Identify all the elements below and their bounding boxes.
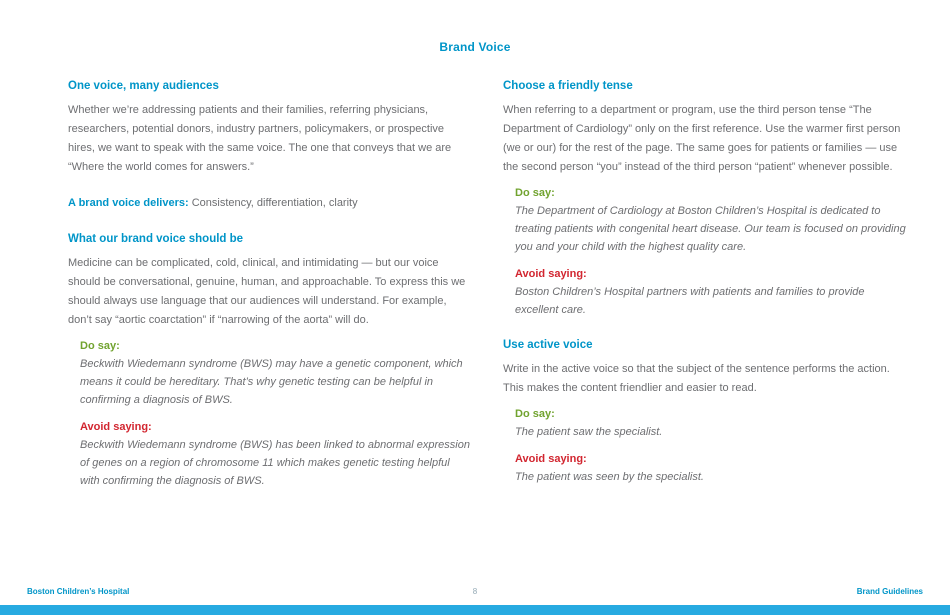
do-say-text: The Department of Cardiology at Boston Children’s Hospital is dedicated to treating patients with congenital heart disease. Our team is focused on providing you and your child with the highest quality care. <box>515 205 906 253</box>
do-say-text: Beckwith Wiedemann syndrome (BWS) may have a genetic component, which means it could be hereditary. That’s why genetic testing can be helpful in confirming a diagnosis of BWS. <box>80 358 463 406</box>
heading-friendly-tense: Choose a friendly tense <box>503 80 633 92</box>
do-say-label: Do say: <box>515 408 555 420</box>
do-say-block-specialist <box>515 408 906 441</box>
do-say-text: The patient saw the specialist. <box>515 426 663 438</box>
avoid-saying-text: Beckwith Wiedemann syndrome (BWS) has been linked to abnormal expression of genes on a region of chromosome 11 which makes genetic testing helpful with confirming the diagnosis of BWS. <box>80 439 470 487</box>
footer-document-title: Brand Guidelines <box>856 587 923 596</box>
brand-voice-delivers <box>68 194 471 213</box>
avoid-saying-label: Avoid saying: <box>515 268 587 280</box>
do-say-block-cardiology <box>515 187 906 256</box>
body-friendly-tense: When referring to a department or program, use the third person tense “The Department of Cardiology” only on the first reference. Use the warmer first person (we or our) for the rest of the page. The same goes for patients or families — use the second person “you” instead of the third person “patient” whenever possible. <box>503 104 901 173</box>
heading-one-voice: One voice, many audiences <box>68 80 219 92</box>
avoid-saying-block-specialist <box>515 453 906 486</box>
heading-what-brand-voice-should-be: What our brand voice should be <box>68 233 244 245</box>
avoid-saying-block-cardiology <box>515 268 906 319</box>
footer-page-number: 8 <box>472 587 478 596</box>
body-what-brand-voice-should-be: Medicine can be complicated, cold, clinical, and intimidating — but our voice should be conversational, genuine, human, and approachable. To express this we should always use language that our audiences will understand. For example, don’t say “aortic coarctation” if “narrowing of the aorta” will do. <box>68 257 466 326</box>
content-columns <box>0 54 950 502</box>
avoid-saying-label: Avoid saying: <box>80 421 152 433</box>
heading-active-voice: Use active voice <box>503 339 593 351</box>
brand-voice-delivers-label: A brand voice delivers: <box>68 197 189 209</box>
do-say-block-bws <box>80 340 471 409</box>
avoid-saying-block-bws <box>80 421 471 490</box>
left-column <box>68 80 471 502</box>
brand-voice-delivers-text: Consistency, differentiation, clarity <box>191 197 358 209</box>
page-title: Brand Voice <box>439 40 511 54</box>
avoid-saying-text: Boston Children’s Hospital partners with patients and families to provide excellent care. <box>515 286 865 316</box>
do-say-label: Do say: <box>80 340 120 352</box>
avoid-saying-text: The patient was seen by the specialist. <box>515 471 704 483</box>
body-active-voice: Write in the active voice so that the subject of the sentence performs the action. This makes the content friendlier and easier to read. <box>503 363 890 394</box>
footer-accent-bar <box>0 605 950 615</box>
footer-brand-name: Boston Children’s Hospital <box>27 587 130 596</box>
right-column <box>503 80 906 502</box>
do-say-label: Do say: <box>515 187 555 199</box>
avoid-saying-label: Avoid saying: <box>515 453 587 465</box>
page-footer <box>0 587 950 598</box>
body-one-voice: Whether we’re addressing patients and their families, referring physicians, researchers, potential donors, industry partners, policymakers, or prospective hires, we want to speak with the same voice. The one that conveys that we are “Where the world comes for answers.” <box>68 104 452 173</box>
